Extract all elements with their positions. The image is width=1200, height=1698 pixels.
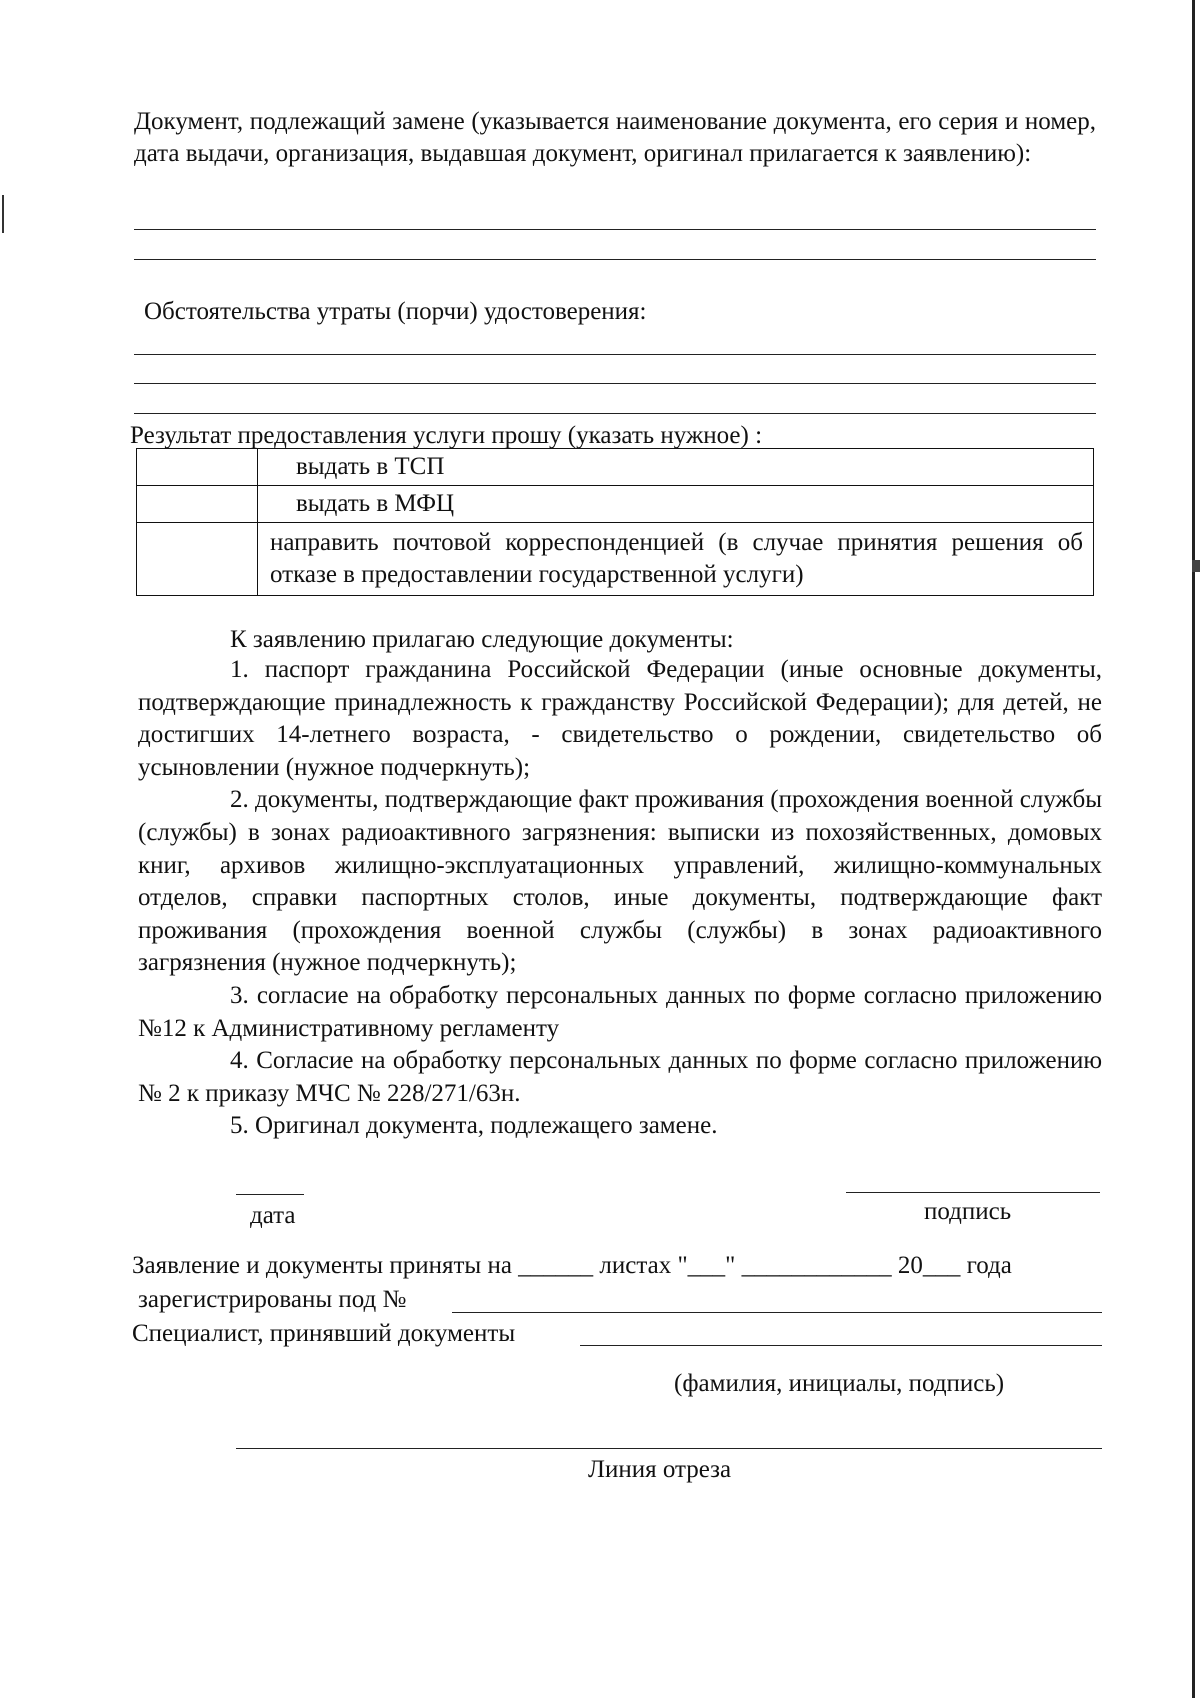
attachment-item: 4. Согласие на обработку персональных данных по форме согласно приложению № 2 к приказу МЧС № 228/271/63н. — [138, 1047, 1102, 1107]
attachment-item: 2. документы, подтверждающие факт проживания (прохождения военной службы (службы) в зонах радиоактивного загрязнения: выписки из похозяйственных, домовых книг, архивов жилищно-эксплуатационных управлений, жилищно-коммунальных отделов, справки паспортных столов, иные документы, подтверждающие факт проживания (прохождения военной службы (службы) в зонах радиоактивного загрязнения (нужное подчеркнуть); — [138, 786, 1102, 977]
option-checkbox-mail[interactable] — [137, 523, 258, 596]
attachments-list — [138, 654, 1102, 1143]
option-row — [137, 449, 1094, 486]
cut-line-label: Линия отреза — [588, 1456, 732, 1483]
signature-line — [846, 1192, 1100, 1193]
result-options-table — [136, 448, 1094, 596]
signature-label: подпись — [924, 1198, 1012, 1225]
attachment-item: 3. согласие на обработку персональных данных по форме согласно приложению №12 к Административному регламенту — [138, 981, 1102, 1042]
option-label-mfc: выдать в МФЦ — [258, 486, 1094, 523]
date-line — [236, 1194, 304, 1195]
scan-edge-right — [1192, 0, 1195, 1698]
specialist-signature-line[interactable] — [580, 1345, 1102, 1346]
attachments-intro: К заявлению прилагаю следующие документы: — [230, 626, 734, 653]
date-label: дата — [250, 1202, 296, 1229]
scan-edge-mark — [1192, 560, 1200, 572]
replace-doc-line-1 — [134, 229, 1096, 230]
registered-number-line[interactable] — [452, 1312, 1102, 1313]
replace-doc-label: Документ, подлежащий замене (указывается наименование документа, его серия и номер, дата выдачи, организация, выдавшая документ, оригинал прилагается к заявлению): — [134, 108, 1096, 167]
loss-circumstances-label: Обстоятельства утраты (порчи) удостоверения: — [144, 298, 647, 325]
option-label-tsp: выдать в ТСП — [258, 449, 1094, 486]
loss-line-2 — [134, 383, 1096, 384]
option-row — [137, 486, 1094, 523]
result-prompt: Результат предоставления услуги прошу (указать нужное) : — [130, 422, 763, 449]
replace-doc-paragraph — [134, 106, 1096, 170]
option-label-mail — [258, 523, 1094, 596]
loss-line-1 — [134, 354, 1096, 355]
option-checkbox-tsp[interactable] — [137, 449, 258, 486]
scan-edge-left — [2, 195, 4, 233]
attachment-item: 5. Оригинал документа, подлежащего замене. — [230, 1112, 718, 1140]
option-label-mail-text: направить почтовой корреспонденцией (в случае принятия решения об отказе в предоставлении государственной услуги) — [270, 529, 1083, 588]
option-row — [137, 523, 1094, 596]
cut-line — [236, 1448, 1102, 1449]
option-checkbox-mfc[interactable] — [137, 486, 258, 523]
attachment-item: 1. паспорт гражданина Российской Федерации (иные основные документы, подтверждающие принадлежность к гражданству Российской Федерации); для детей, не достигших 14-летнего возраста, - свидетельство о рождении, свидетельство об усыновлении (нужное подчеркнуть); — [138, 656, 1102, 781]
replace-doc-line-2 — [134, 259, 1096, 260]
specialist-hint: (фамилия, инициалы, подпись) — [674, 1370, 1005, 1397]
registered-label: зарегистрированы под № — [138, 1286, 407, 1313]
specialist-label: Специалист, принявший документы — [132, 1320, 516, 1347]
loss-line-3 — [134, 413, 1096, 414]
accepted-line: Заявление и документы приняты на ______ листах "___" ____________ 20___ года — [132, 1252, 1012, 1279]
